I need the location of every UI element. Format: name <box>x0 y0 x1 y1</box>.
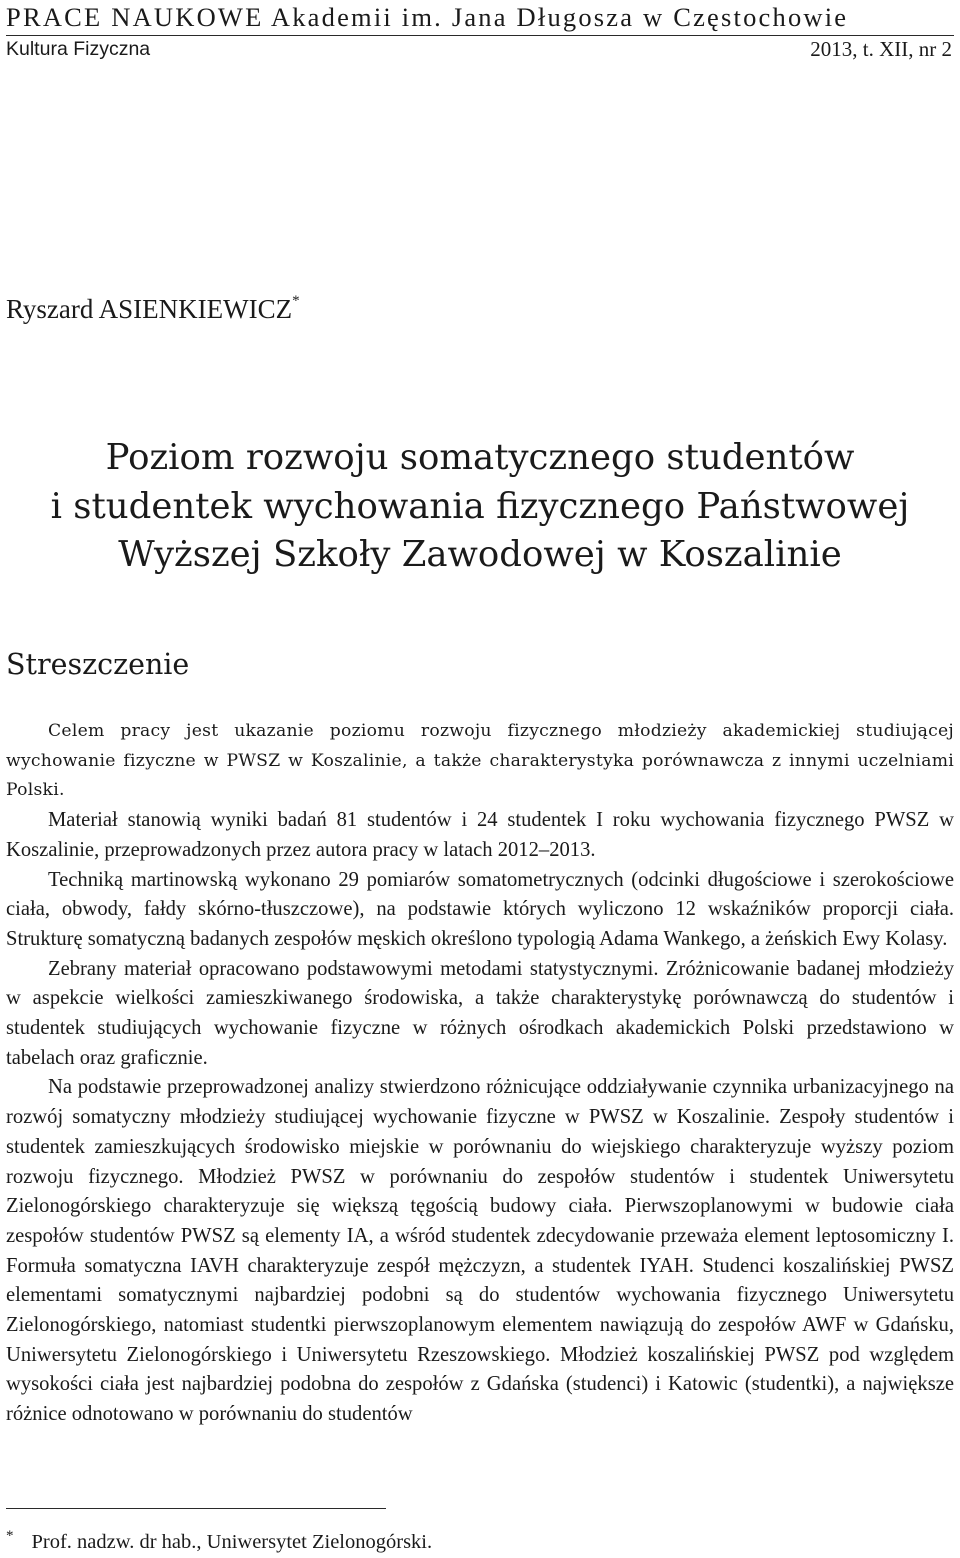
abstract-paragraph: Materiał stanowią wyniki badań 81 studentów i 24 studentek I roku wychowania fizycznego PWSZ w Koszalinie, przeprowadzonych przez autora pracy w latach 2012–2013. <box>6 809 954 861</box>
journal-title: PRACE NAUKOWE Akademii im. Jana Długosza w Częstochowie <box>6 2 849 32</box>
journal-volume: 2013, t. XII, nr 2 <box>810 37 952 61</box>
abstract-paragraph: Zebrany materiał opracowano podstawowymi metodami statystycznymi. Zróżnicowanie badanej młodzieży w aspekcie wielkości zamieszkiwanego środowiska, a także charakterystykę porównawczą do studentów i studentek studiujących wychowanie fizyczne w różnych ośrodkach akademickich Polski przedstawiono w tabelach oraz graficznie. <box>6 957 954 1069</box>
footnote-divider <box>6 1508 386 1509</box>
footnote <box>6 1528 432 1558</box>
title-line: Wyższej Szkoły Zawodowej w Koszalinie <box>118 534 842 575</box>
footnote-text: Prof. nadzw. dr hab., Uniwersytet Zielonogórski. <box>31 1531 433 1553</box>
author-name: Ryszard ASIENKIEWICZ <box>6 294 293 324</box>
title-line: Poziom rozwoju somatycznego studentów <box>105 437 855 478</box>
author-footnote-mark: * <box>292 293 300 309</box>
title-line: i studentek wychowania fizycznego Państwowej <box>50 485 910 527</box>
footnote-mark: * <box>6 1528 14 1544</box>
author-line <box>6 286 300 327</box>
abstract-paragraph: Na podstawie przeprowadzonej analizy stwierdzono różnicujące oddziaływanie czynnika urbanizacyjnego na rozwój somatyczny młodzieży studiującej wychowanie fizyczne w PWSZ w Koszalinie. Zespoły studentów i studentek zamieszkujących środowisko miejskie w porównaniu do wiejskiego charakteryzuje wyższy poziom rozwoju fizycznego. Młodzież PWSZ w porównaniu do zespołów studentów i studentek Uniwersytetu Zielonogórskiego charakteryzuje się większą tęgością budowy ciała. Pierwszoplanowymi w budowie ciała zespołów studentów PWSZ są elementy IA, a wśród studentek zdecydowanie przeważa element leptosomiczny I. Formuła somatyczna IAVH charakteryzuje zespół mężczyzn, a studentek IYAH. Studenci koszalińskiej PWSZ elementami somatycznymi najbardziej podobni są do studentów wychowania fizycznego Uniwersytetu Zielonogórskiego, natomiast studentki pierwszoplanowym elementem nawiązują do zespołów AWF w Gdańsku, Uniwersytetu Zielonogórskiego i Uniwersytetu Rzeszowskiego. Młodzież koszalińskiej PWSZ pod względem wysokości ciała jest najbardziej podobna do zespołów z Gdańska (studenci) i Katowic (studentki), a największe różnice odnotowano w porównaniu do studentów <box>6 1076 954 1426</box>
abstract-heading: Streszczenie <box>6 648 190 681</box>
abstract-paragraph: Celem pracy jest ukazanie poziomu rozwoju fizycznego młodzieży akademickiej studiującej wychowanie fizyczne w PWSZ w Koszalinie, a także charakterystyka porównawcza z innymi uczelniami Polski. <box>6 721 954 801</box>
abstract-paragraph: Techniką martinowską wykonano 29 pomiarów somatometrycznych (odcinki długościowe i szerokościowe ciała, obwody, fałdy skórno-tłuszczowe), na podstawie których wyliczono 12 wskaźników proporcji ciała. Strukturę somatyczną badanych zespołów męskich określono typologią Adama Wankego, a żeńskich Ewy Kolasy. <box>6 868 954 950</box>
article-title <box>0 434 960 580</box>
journal-series: Kultura Fizyczna <box>6 38 151 60</box>
abstract-body <box>6 717 954 1430</box>
